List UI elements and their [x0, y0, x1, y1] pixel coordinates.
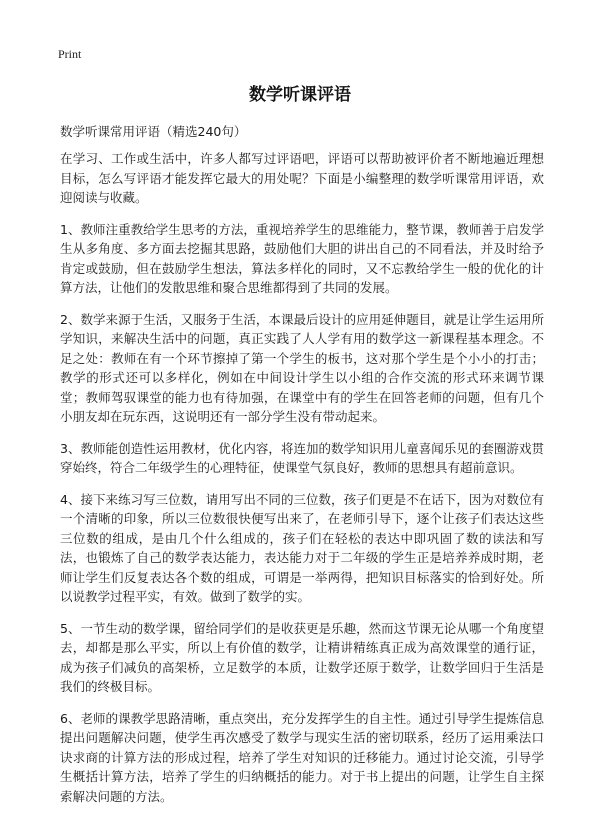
intro-paragraph: 在学习、工作或生活中，许多人都写过评语吧，评语可以帮助被评价者不断地遍近理想目标，怎么写评语才能发挥它最大的用处呢？下面是小编整理的数学听课常用评语，欢迎阅读与收藏。	[60, 151, 544, 205]
comment-paragraph-1: 1、教师注重教给学生思考的方法，重视培养学生的思维能力，整节课，教师善于启发学生从多角度、多方面去挖掘其思路，鼓励他们大胆的讲出自己的不同看法，并及时给予肯定或鼓励，但在鼓励学生想法，算法多样化的同时，又不忘教给学生一般的优化的计算方法，让他们的发散思维和聚合思维都得到了共同的发展。	[60, 221, 544, 295]
print-link[interactable]: Print	[58, 47, 82, 61]
comment-paragraph-5: 5、一节生动的数学课，留给同学们的是收获更是乐趣，然而这节课无论从哪一个角度望去，却都是那么平实，所以上有价值的数学，让精讲精练真正成为高效课堂的通行证，成为孩子们减负的高架桥，立足数学的本质，让数学还原于数学，让数学回归于生活是我们的终极目标。	[60, 620, 544, 694]
comment-paragraph-4: 4、接下来练习写三位数，请用写出不同的三位数，孩子们更是不在话下，因为对数位有一个清晰的印象，所以三位数很快便写出来了，在老师引导下，逐个让孩子们表达这些三位数的组成，是由几个什么组成的，孩子们在轻松的表达中即巩固了数的读法和写法，也锻炼了自己的数学表达能力，表达能力对于二年级的学生正是培养养成时期，老师让学生们反复表达各个数的组成，可谓是一举两得，把知识目标落实的恰到好处。所以说教学过程平实，有效。做到了数学的实。	[60, 491, 544, 604]
page-title: 数学听课评语	[249, 85, 351, 105]
document-body	[60, 149, 544, 818]
comment-paragraph-3: 3、教师能创造性运用教材，优化内容，将连加的数学知识用儿童喜闻乐见的套圈游戏贯穿始终，符合二年级学生的心理特征，使课堂气氛良好，教师的思想具有超前意识。	[60, 440, 544, 475]
comment-paragraph-6: 6、老师的课教学思路清晰，重点突出，充分发挥学生的自主性。通过引导学生提炼信息提出问题解决问题，使学生再次感受了数学与现实生活的密切联系，经历了运用乘法口诀求商的计算方法的形成过程，培养了学生对知识的迁移能力。通过讨论交流，引导学生概括计算方法，培养了学生的归纳概括的能力。对于书上提出的问题，让学生自主探索解决问题的方法。	[60, 710, 544, 804]
comment-paragraph-2: 2、数学来源于生活，又服务于生活，本课最后设计的应用延伸题目，就是让学生运用所学知识，来解决生活中的问题，真正实践了人人学有用的数学这一新课程基本理念。不足之处：教师在有一个环节擦掉了第一个学生的板书，这对那个学生是个小小的打击；教学的形式还可以多样化，例如在中间设计学生以小组的合作交流的形式环来调节课堂；教师驾驭课堂的能力也有待加强，在课堂中有的学生在回答老师的问题，但有几个小朋友却在玩东西，这说明还有一部分学生没有带动起来。	[60, 311, 544, 424]
document-subtitle: 数学听课常用评语（精选240句）	[60, 124, 247, 139]
